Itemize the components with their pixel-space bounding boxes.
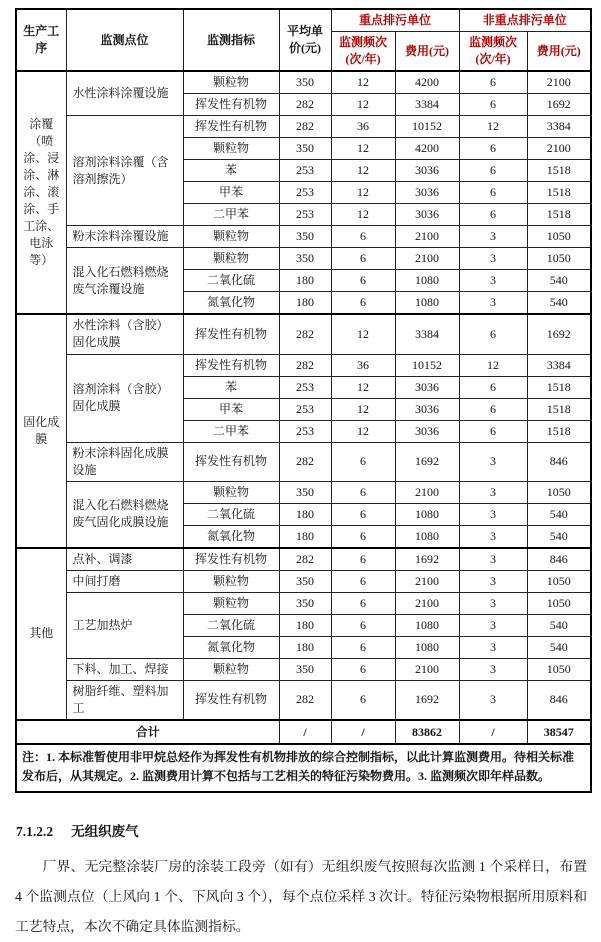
value-cell: 3 bbox=[459, 503, 527, 525]
point-cell: 混入化石燃料燃烧废气涂覆设施 bbox=[66, 248, 183, 315]
note-row bbox=[16, 744, 591, 792]
value-cell: 3036 bbox=[395, 160, 459, 182]
value-cell: 1050 bbox=[527, 592, 591, 614]
indicator-cell: 挥发性有机物 bbox=[183, 548, 279, 571]
indicator-cell: 颗粒物 bbox=[183, 248, 279, 270]
value-cell: 1692 bbox=[527, 314, 591, 354]
header-nonkey-freq: 监测频次(次/年) bbox=[459, 32, 527, 72]
table-row bbox=[16, 570, 591, 592]
value-cell: 2100 bbox=[395, 658, 459, 680]
value-cell: 3036 bbox=[395, 398, 459, 420]
value-cell: 10152 bbox=[395, 116, 459, 138]
value-cell: 540 bbox=[527, 292, 591, 315]
header-nonkey-fee: 费用(元) bbox=[527, 32, 591, 72]
value-cell: 1050 bbox=[527, 570, 591, 592]
indicator-cell: 氮氧化物 bbox=[183, 636, 279, 658]
value-cell: 12 bbox=[331, 182, 395, 204]
indicator-cell: 二氧化硫 bbox=[183, 503, 279, 525]
value-cell: 12 bbox=[331, 71, 395, 94]
value-cell: 282 bbox=[279, 116, 331, 138]
value-cell: 350 bbox=[279, 248, 331, 270]
value-cell: 3 bbox=[459, 481, 527, 503]
value-cell: 3036 bbox=[395, 376, 459, 398]
value-cell: 3036 bbox=[395, 204, 459, 226]
table-row bbox=[16, 481, 591, 503]
value-cell: 2100 bbox=[395, 592, 459, 614]
indicator-cell: 二氧化硫 bbox=[183, 614, 279, 636]
indicator-cell: 甲苯 bbox=[183, 398, 279, 420]
value-cell: 1518 bbox=[527, 160, 591, 182]
section-title: 无组织废气 bbox=[71, 823, 139, 839]
value-cell: 6 bbox=[459, 420, 527, 442]
value-cell: 1050 bbox=[527, 248, 591, 270]
table-row bbox=[16, 548, 591, 571]
value-cell: 180 bbox=[279, 292, 331, 315]
total-value-cell: / bbox=[459, 720, 527, 744]
value-cell: 36 bbox=[331, 116, 395, 138]
indicator-cell: 挥发性有机物 bbox=[183, 314, 279, 354]
value-cell: 846 bbox=[527, 548, 591, 571]
point-cell: 水性涂料（含胶）固化成膜 bbox=[66, 314, 183, 354]
value-cell: 1518 bbox=[527, 204, 591, 226]
value-cell: 1518 bbox=[527, 376, 591, 398]
table-row bbox=[16, 442, 591, 481]
value-cell: 6 bbox=[331, 292, 395, 315]
value-cell: 1080 bbox=[395, 503, 459, 525]
header-key-freq: 监测频次(次/年) bbox=[331, 32, 395, 72]
value-cell: 2100 bbox=[527, 71, 591, 94]
indicator-cell: 颗粒物 bbox=[183, 592, 279, 614]
value-cell: 3 bbox=[459, 548, 527, 571]
total-value-cell: / bbox=[331, 720, 395, 744]
body-paragraph: 厂界、无完整涂装厂房的涂装工段旁（如有）无组织废气按照每次监测 1 个采样日，布置 4 个监测点位（上风向 1 个、下风向 3 个），每个点位采样 3 次计。特征污染物根据所用原料和工艺特点，本次不确定具体监测指标。 bbox=[15, 858, 587, 934]
value-cell: 6 bbox=[459, 376, 527, 398]
value-cell: 350 bbox=[279, 226, 331, 248]
header-avg-price: 平均单价(元) bbox=[279, 9, 331, 71]
indicator-cell: 挥发性有机物 bbox=[183, 442, 279, 481]
section-heading bbox=[16, 820, 588, 840]
value-cell: 1518 bbox=[527, 420, 591, 442]
value-cell: 253 bbox=[279, 398, 331, 420]
value-cell: 282 bbox=[279, 94, 331, 116]
value-cell: 3 bbox=[459, 248, 527, 270]
value-cell: 6 bbox=[459, 204, 527, 226]
total-row bbox=[16, 720, 591, 744]
value-cell: 3 bbox=[459, 442, 527, 481]
value-cell: 3 bbox=[459, 270, 527, 292]
header-key-fee: 费用(元) bbox=[395, 32, 459, 72]
value-cell: 6 bbox=[331, 248, 395, 270]
value-cell: 2100 bbox=[395, 481, 459, 503]
value-cell: 1692 bbox=[395, 548, 459, 571]
point-cell: 点补、调漆 bbox=[66, 548, 183, 571]
value-cell: 253 bbox=[279, 204, 331, 226]
process-cell: 固化成膜 bbox=[16, 314, 66, 547]
indicator-cell: 氮氧化物 bbox=[183, 292, 279, 315]
value-cell: 1518 bbox=[527, 398, 591, 420]
value-cell: 350 bbox=[279, 570, 331, 592]
table-row bbox=[16, 680, 591, 720]
value-cell: 10152 bbox=[395, 354, 459, 376]
total-value-cell: / bbox=[279, 720, 331, 744]
value-cell: 36 bbox=[331, 354, 395, 376]
indicator-cell: 挥发性有机物 bbox=[183, 116, 279, 138]
value-cell: 282 bbox=[279, 442, 331, 481]
value-cell: 6 bbox=[459, 138, 527, 160]
total-label: 合计 bbox=[16, 720, 279, 744]
value-cell: 1692 bbox=[527, 94, 591, 116]
value-cell: 3 bbox=[459, 292, 527, 315]
value-cell: 1050 bbox=[527, 658, 591, 680]
monitoring-table-body bbox=[16, 71, 591, 792]
point-cell: 工艺加热炉 bbox=[66, 592, 183, 658]
indicator-cell: 苯 bbox=[183, 160, 279, 182]
value-cell: 180 bbox=[279, 503, 331, 525]
value-cell: 1692 bbox=[395, 442, 459, 481]
value-cell: 6 bbox=[331, 658, 395, 680]
value-cell: 2100 bbox=[527, 138, 591, 160]
value-cell: 3384 bbox=[527, 354, 591, 376]
value-cell: 3 bbox=[459, 614, 527, 636]
value-cell: 6 bbox=[331, 570, 395, 592]
value-cell: 253 bbox=[279, 420, 331, 442]
process-cell: 涂覆（喷涂、浸涂、淋涂、滚涂、手工涂、电泳等） bbox=[16, 71, 66, 314]
value-cell: 4200 bbox=[395, 138, 459, 160]
indicator-cell: 甲苯 bbox=[183, 182, 279, 204]
value-cell: 2100 bbox=[395, 570, 459, 592]
value-cell: 350 bbox=[279, 592, 331, 614]
value-cell: 282 bbox=[279, 680, 331, 720]
value-cell: 12 bbox=[331, 204, 395, 226]
value-cell: 1080 bbox=[395, 270, 459, 292]
point-cell: 水性涂料涂覆设施 bbox=[66, 71, 183, 116]
point-cell: 粉末涂料涂覆设施 bbox=[66, 226, 183, 248]
value-cell: 12 bbox=[459, 116, 527, 138]
value-cell: 540 bbox=[527, 270, 591, 292]
indicator-cell: 挥发性有机物 bbox=[183, 680, 279, 720]
value-cell: 180 bbox=[279, 270, 331, 292]
indicator-cell: 二甲苯 bbox=[183, 420, 279, 442]
value-cell: 6 bbox=[459, 182, 527, 204]
indicator-cell: 颗粒物 bbox=[183, 138, 279, 160]
value-cell: 1080 bbox=[395, 292, 459, 315]
indicator-cell: 苯 bbox=[183, 376, 279, 398]
indicator-cell: 颗粒物 bbox=[183, 481, 279, 503]
value-cell: 12 bbox=[331, 420, 395, 442]
header-process: 生产工序 bbox=[16, 9, 66, 71]
section-number: 7.1.2.2 bbox=[16, 823, 54, 839]
value-cell: 3 bbox=[459, 226, 527, 248]
value-cell: 6 bbox=[459, 94, 527, 116]
value-cell: 6 bbox=[331, 614, 395, 636]
value-cell: 180 bbox=[279, 525, 331, 548]
value-cell: 540 bbox=[527, 503, 591, 525]
value-cell: 1080 bbox=[395, 614, 459, 636]
value-cell: 180 bbox=[279, 614, 331, 636]
value-cell: 4200 bbox=[395, 71, 459, 94]
value-cell: 3036 bbox=[395, 182, 459, 204]
point-cell: 树脂纤维、塑料加工 bbox=[66, 680, 183, 720]
value-cell: 1050 bbox=[527, 226, 591, 248]
value-cell: 12 bbox=[331, 160, 395, 182]
value-cell: 6 bbox=[331, 442, 395, 481]
value-cell: 6 bbox=[331, 592, 395, 614]
table-row bbox=[16, 71, 591, 94]
value-cell: 1050 bbox=[527, 481, 591, 503]
table-row bbox=[16, 354, 591, 376]
table-row bbox=[16, 592, 591, 614]
value-cell: 6 bbox=[459, 398, 527, 420]
value-cell: 6 bbox=[331, 226, 395, 248]
monitoring-fee-table bbox=[15, 8, 592, 793]
point-cell: 混入化石燃料燃烧废气固化成膜设施 bbox=[66, 481, 183, 548]
value-cell: 3384 bbox=[395, 314, 459, 354]
process-cell: 其他 bbox=[16, 548, 66, 720]
value-cell: 846 bbox=[527, 442, 591, 481]
value-cell: 3 bbox=[459, 525, 527, 548]
value-cell: 6 bbox=[331, 525, 395, 548]
value-cell: 282 bbox=[279, 548, 331, 571]
point-cell: 粉末涂料固化成膜设施 bbox=[66, 442, 183, 481]
table-row bbox=[16, 226, 591, 248]
value-cell: 350 bbox=[279, 481, 331, 503]
indicator-cell: 挥发性有机物 bbox=[183, 94, 279, 116]
value-cell: 282 bbox=[279, 314, 331, 354]
indicator-cell: 颗粒物 bbox=[183, 570, 279, 592]
value-cell: 2100 bbox=[395, 248, 459, 270]
indicator-cell: 二氧化硫 bbox=[183, 270, 279, 292]
value-cell: 2100 bbox=[395, 226, 459, 248]
value-cell: 253 bbox=[279, 182, 331, 204]
table-header bbox=[16, 9, 591, 71]
value-cell: 3 bbox=[459, 636, 527, 658]
indicator-cell: 颗粒物 bbox=[183, 658, 279, 680]
value-cell: 1518 bbox=[527, 182, 591, 204]
value-cell: 6 bbox=[459, 314, 527, 354]
value-cell: 12 bbox=[331, 314, 395, 354]
indicator-cell: 二甲苯 bbox=[183, 204, 279, 226]
header-indicator: 监测指标 bbox=[183, 9, 279, 71]
indicator-cell: 氮氧化物 bbox=[183, 525, 279, 548]
value-cell: 6 bbox=[331, 636, 395, 658]
value-cell: 12 bbox=[331, 138, 395, 160]
value-cell: 540 bbox=[527, 525, 591, 548]
value-cell: 350 bbox=[279, 71, 331, 94]
value-cell: 6 bbox=[331, 270, 395, 292]
value-cell: 6 bbox=[331, 503, 395, 525]
value-cell: 12 bbox=[331, 376, 395, 398]
total-value-cell: 83862 bbox=[395, 720, 459, 744]
value-cell: 3384 bbox=[527, 116, 591, 138]
value-cell: 3 bbox=[459, 592, 527, 614]
header-non-key-unit: 非重点排污单位 bbox=[459, 9, 591, 32]
value-cell: 6 bbox=[331, 481, 395, 503]
point-cell: 溶剂涂料涂覆（含溶剂擦洗） bbox=[66, 116, 183, 226]
point-cell: 下料、加工、焊接 bbox=[66, 658, 183, 680]
header-key-unit: 重点排污单位 bbox=[331, 9, 459, 32]
value-cell: 3 bbox=[459, 680, 527, 720]
table-row bbox=[16, 248, 591, 270]
value-cell: 540 bbox=[527, 614, 591, 636]
header-point: 监测点位 bbox=[66, 9, 183, 71]
total-value-cell: 38547 bbox=[527, 720, 591, 744]
value-cell: 12 bbox=[459, 354, 527, 376]
point-cell: 溶剂涂料（含胶）固化成膜 bbox=[66, 354, 183, 442]
value-cell: 3 bbox=[459, 658, 527, 680]
value-cell: 1080 bbox=[395, 525, 459, 548]
value-cell: 1080 bbox=[395, 636, 459, 658]
value-cell: 350 bbox=[279, 138, 331, 160]
value-cell: 6 bbox=[331, 680, 395, 720]
value-cell: 350 bbox=[279, 658, 331, 680]
value-cell: 12 bbox=[331, 398, 395, 420]
indicator-cell: 挥发性有机物 bbox=[183, 354, 279, 376]
value-cell: 3384 bbox=[395, 94, 459, 116]
table-row bbox=[16, 658, 591, 680]
point-cell: 中间打磨 bbox=[66, 570, 183, 592]
value-cell: 3 bbox=[459, 570, 527, 592]
value-cell: 540 bbox=[527, 636, 591, 658]
value-cell: 6 bbox=[459, 160, 527, 182]
value-cell: 12 bbox=[331, 94, 395, 116]
table-note: 注：1. 本标准暂使用非甲烷总烃作为挥发性有机物排放的综合控制指标，以此计算监测费用。待相关标准发布后，从其规定。2. 监测费用计算不包括与工艺相关的特征污染物费用。3. 监测频次即年样品数。 bbox=[16, 744, 591, 792]
value-cell: 846 bbox=[527, 680, 591, 720]
value-cell: 1692 bbox=[395, 680, 459, 720]
table-row bbox=[16, 116, 591, 138]
value-cell: 180 bbox=[279, 636, 331, 658]
value-cell: 3036 bbox=[395, 420, 459, 442]
indicator-cell: 颗粒物 bbox=[183, 226, 279, 248]
value-cell: 282 bbox=[279, 354, 331, 376]
value-cell: 6 bbox=[459, 71, 527, 94]
value-cell: 253 bbox=[279, 376, 331, 398]
value-cell: 6 bbox=[331, 548, 395, 571]
value-cell: 253 bbox=[279, 160, 331, 182]
table-row bbox=[16, 314, 591, 354]
indicator-cell: 颗粒物 bbox=[183, 71, 279, 94]
